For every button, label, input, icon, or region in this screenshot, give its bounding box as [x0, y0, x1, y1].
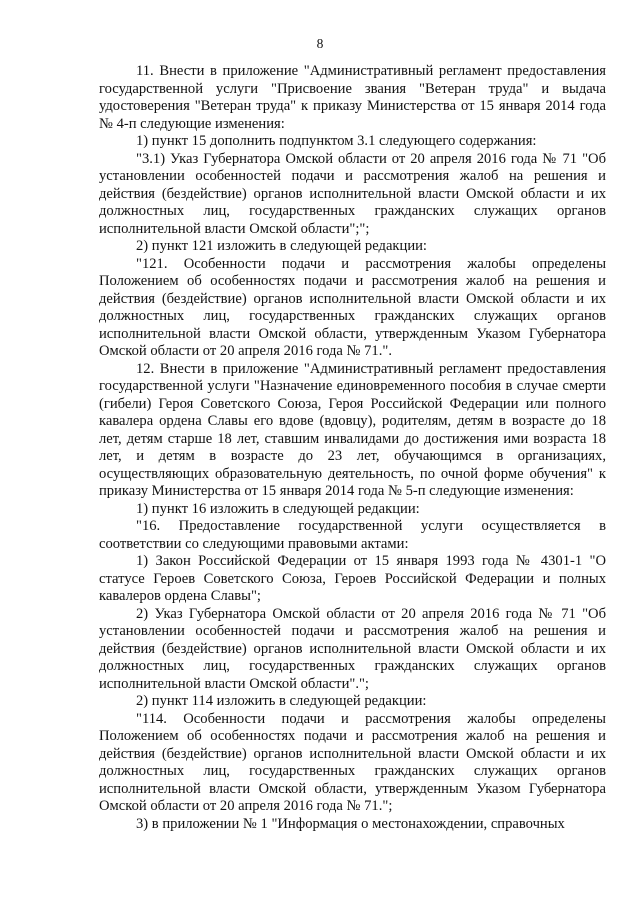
- paragraph-subitem-1: 1) пункт 16 изложить в следующей редакции:: [136, 500, 420, 517]
- paragraph-quote-16: "16. Предоставление государственной услуги осуществляется в соответствии со следующими правовыми актами:: [99, 518, 606, 552]
- paragraph-subitem-1: 1) пункт 15 дополнить подпунктом 3.1 следующего содержания:: [136, 133, 537, 149]
- paragraph-item-11: 11. Внести в приложение "Административный регламент предоставления государственной услуги "Присвоение звания "Ветеран труда" и выдача удостоверения "Ветеран труда" к приказу Министерства от 15 января 2014 года № 4-п следующие изменения:: [99, 63, 606, 132]
- paragraph-item-12: 12. Внести в приложение "Административный регламент предоставления государственной услуги "Назначение единовременного пособия в случае смерти (гибели) Героя Советского Союза, Героя Российской Федерации или полного кавалера ордена Славы его вдове (вдовцу), родителям, детям в возрасте до 18 лет, детям старше 18 лет, ставшим инвалидами до достижения ими возраста 18 лет, и детям в возрасте до 23 лет, обучающимся в организациях, осуществляющих образовательную деятельность, по очной форме обучения" к приказу Министерства от 15 января 2014 года № 5-п следующие изменения:: [99, 360, 606, 499]
- paragraph-quote-3-1: "3.1) Указ Губернатора Омской области от 20 апреля 2016 года № 71 "Об установлении особенностей подачи и рассмотрения жалоб на решения и действия (бездействие) органов исполнительной власти Омской области и их должностных лиц, государственных гражданских служащих органов исполнительной власти Омской области";";: [99, 150, 606, 237]
- paragraph-subitem-2: 2) пункт 121 изложить в следующей редакции:: [136, 238, 427, 254]
- document-body: [99, 63, 606, 833]
- page-number: 8: [316, 36, 324, 51]
- paragraph-quote-114: "114. Особенности подачи и рассмотрения жалобы определены Положением об особенностях подачи и рассмотрения жалоб на решения и действия (бездействие) органов исполнительной власти Омской области и их должностных лиц, государственных гражданских служащих органов исполнительной власти Омской области, утвержденным Указом Губернатора Омской области от 20 апреля 2016 года № 71.";: [99, 710, 606, 814]
- paragraph-subitem-3: 3) в приложении № 1 "Информация о местонахождении, справочных: [136, 815, 565, 832]
- paragraph-decree-2: 2) Указ Губернатора Омской области от 20 апреля 2016 года № 71 "Об установлении особенностей подачи и рассмотрения жалоб на решения и действия (бездействие) органов исполнительной власти Омской области и их должностных лиц, государственных гражданских служащих органов исполнительной власти Омской области".";: [99, 605, 606, 692]
- paragraph-quote-121: "121. Особенности подачи и рассмотрения жалобы определены Положением об особенностях подачи и рассмотрения жалоб на решения и действия (бездействие) органов исполнительной власти Омской области и их должностных лиц, государственных гражданских служащих органов исполнительной власти Омской области, утвержденным Указом Губернатора Омской области от 20 апреля 2016 года № 71.".: [99, 255, 606, 359]
- paragraph-subitem-2: 2) пункт 114 изложить в следующей редакции:: [136, 693, 427, 709]
- paragraph-law-1: 1) Закон Российской Федерации от 15 января 1993 года № 4301-1 "О статусе Героев Советского Союза, Героев Российской Федерации и полных кавалеров ордена Славы";: [99, 553, 606, 604]
